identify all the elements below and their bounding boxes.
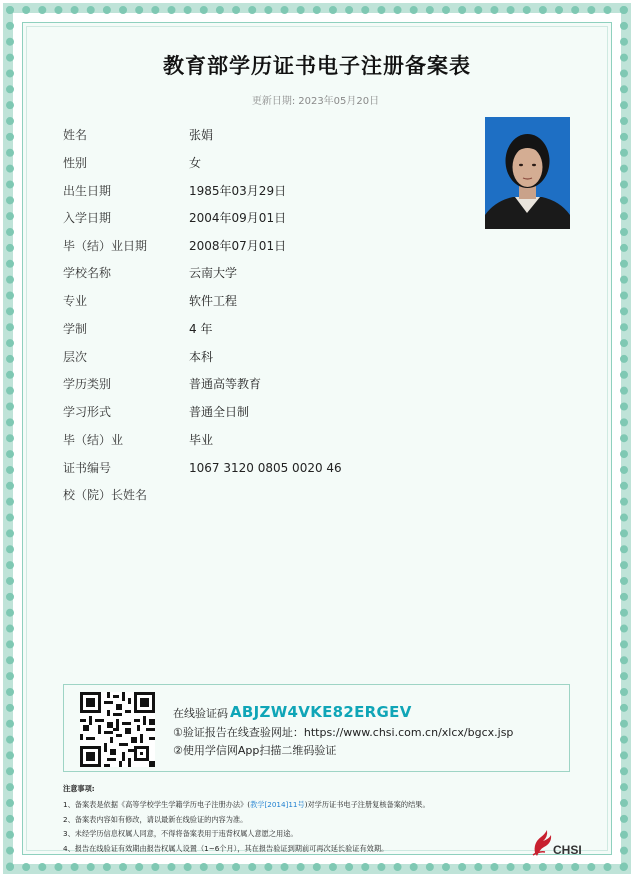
chsi-logo [531,829,583,859]
field-value: 毕业 [189,433,214,447]
update-date [0,92,634,107]
note-item: 3、未经学历信息权属人同意，不得将备案表用于违背权属人意愿之用途。 [63,829,298,838]
field-value: 云南大学 [189,266,238,280]
verification-app-text: ②使用学信网App扫描二维码验证 [173,744,337,757]
qr-code-icon[interactable] [80,692,155,767]
field-label: 层次 [63,350,88,364]
page-title: 教育部学历证书电子注册备案表 [163,54,471,78]
field-value: 4 年 [189,322,213,336]
field-label: 证书编号 [63,461,112,475]
field-value: 软件工程 [189,294,238,308]
field-value: 1985年03月29日 [189,184,287,198]
field-value: 女 [189,156,202,170]
update-date-label: 更新日期: [251,96,296,107]
verification-code-label: 在线验证码 [173,707,228,720]
field-value: 张娟 [189,128,214,142]
field-label: 毕（结）业 [63,433,124,447]
field-value: 本科 [189,350,214,364]
note-item: 4、报告在线验证有效期由报告权属人设置（1~6个月），其在报告验证到期前可再次延长验证有效期。 [63,843,389,853]
notes-section [63,784,533,858]
verification-url-text: ①验证报告在线查验网址：https://www.chsi.com.cn/xlcx/bgcx.jsp [173,726,514,739]
verification-code-line [173,703,412,721]
field-label: 校（院）长姓名 [63,488,148,502]
field-label: 入学日期 [63,211,112,225]
field-value: 2004年09月01日 [189,211,287,225]
field-label: 学制 [63,322,88,336]
field-label: 学校名称 [63,266,112,280]
field-label: 学历类别 [63,377,112,391]
regulation-link[interactable]: 教学[2014]11号 [250,800,305,809]
verification-code: ABJZW4VKE82ERGEV [230,703,412,721]
field-value: 1067 3120 0805 0020 46 [189,461,342,475]
field-value: 普通全日制 [189,405,250,419]
field-label: 学习形式 [63,405,112,419]
notes-title: 注意事项: [63,784,95,793]
student-photo [485,117,570,229]
note-text: 1、备案表是依据《高等学校学生学籍学历电子注册办法》( [63,800,251,809]
field-value: 普通高等教育 [189,377,262,391]
field-value: 2008年07月01日 [189,239,287,253]
chsi-bird-icon [531,829,555,857]
note-item [63,800,533,815]
note-text: )对学历证书电子注册复核备案的结果。 [304,800,430,809]
chsi-logo-text: CHSI [553,843,582,857]
update-date-value: 2023年05月20日 [298,96,380,107]
field-label: 专业 [63,294,88,308]
field-label: 毕（结）业日期 [63,239,148,253]
field-label: 姓名 [63,128,88,142]
note-item: 2、备案表内容如有修改，请以最新在线验证的内容为准。 [63,814,248,824]
field-label: 出生日期 [63,184,112,198]
field-label: 性别 [63,156,88,170]
